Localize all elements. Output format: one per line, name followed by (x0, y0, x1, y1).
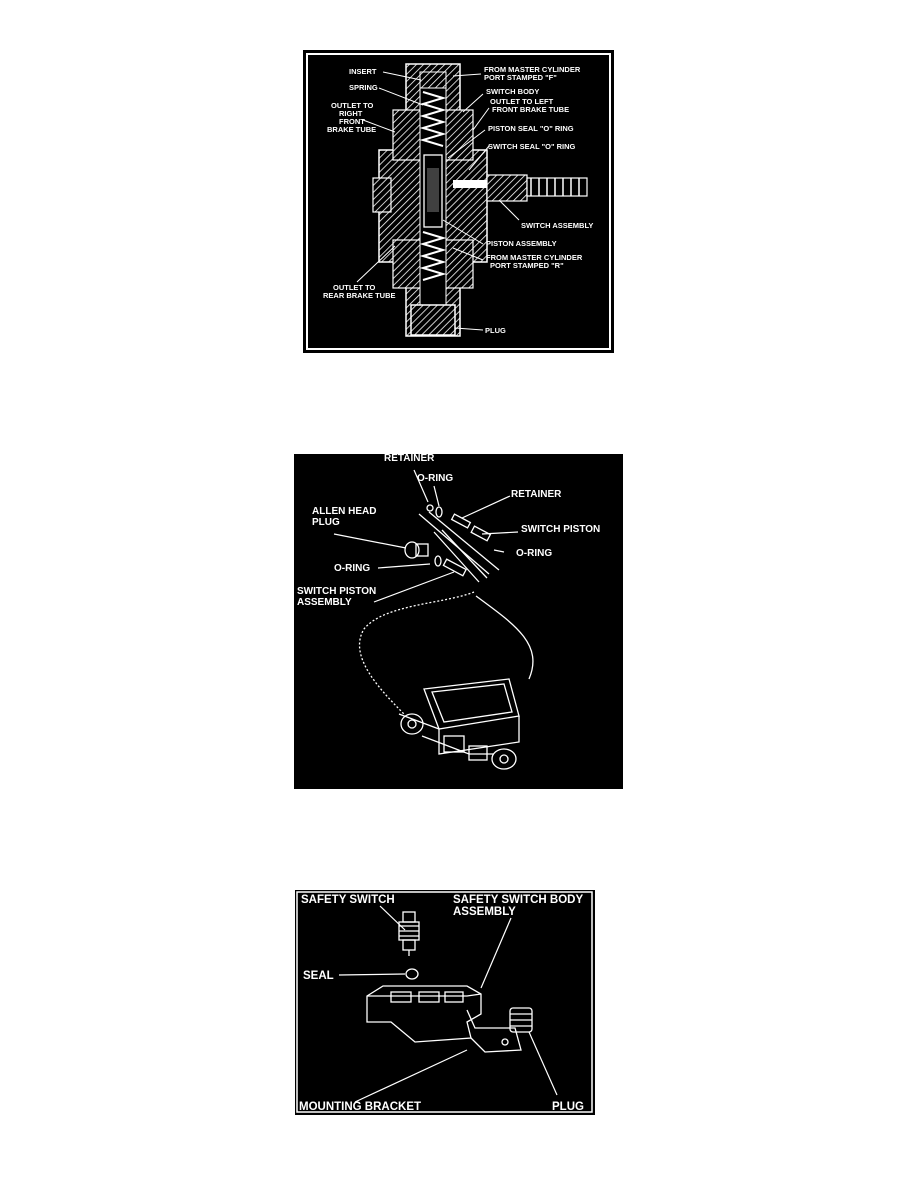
figure-2-leader-lines (334, 470, 518, 602)
label-switch-piston: SWITCH PISTON (521, 524, 601, 535)
label-retainer-top: RETAINER (384, 454, 435, 464)
label-spring: SPRING (349, 83, 378, 92)
label-switch-piston-assembly-2: ASSEMBLY (297, 597, 352, 608)
label-outlet-rear-2: REAR BRAKE TUBE (323, 291, 396, 300)
label-from-mc-f-2: PORT STAMPED "F" (484, 73, 557, 82)
label-plug: PLUG (485, 326, 506, 335)
label-from-mc-r-1: FROM MASTER CYLINDER (486, 253, 583, 262)
figure-1-svg (303, 50, 614, 353)
label-piston-assembly: PISTON ASSEMBLY (486, 239, 557, 248)
label-outlet-right-1: OUTLET TO (331, 101, 374, 110)
label-outlet-right-2: RIGHT (339, 109, 363, 118)
label-seal: SEAL (303, 970, 334, 982)
figure-3-svg (295, 890, 595, 1115)
label-outlet-right-3: FRONT (339, 117, 365, 126)
label-safety-switch: SAFETY SWITCH (301, 894, 395, 906)
label-switch-seal: SWITCH SEAL "O" RING (488, 142, 576, 151)
label-retainer-right: RETAINER (511, 489, 562, 500)
label-outlet-left-1: OUTLET TO LEFT (490, 97, 554, 106)
label-o-ring-left: O-RING (334, 563, 371, 574)
figure-2-svg (294, 454, 623, 789)
label-safety-switch-body-1: SAFETY SWITCH BODY (453, 894, 584, 906)
label-outlet-left-2: FRONT BRAKE TUBE (492, 105, 570, 114)
label-mounting-bracket: MOUNTING BRACKET (299, 1101, 422, 1113)
label-switch-body: SWITCH BODY (486, 87, 540, 96)
figure-2-master-cylinder-exploded (294, 454, 623, 789)
label-switch-piston-assembly-1: SWITCH PISTON (297, 586, 377, 597)
label-outlet-right-4: BRAKE TUBE (327, 125, 377, 134)
label-switch-assembly: SWITCH ASSEMBLY (521, 221, 594, 230)
label-o-ring-top: O-RING (417, 473, 454, 484)
label-allen-head-1: ALLEN HEAD (312, 506, 377, 517)
figure-3-safety-switch-body (295, 890, 595, 1115)
figure-3-parts (367, 912, 532, 1052)
label-plug-fig3: PLUG (552, 1101, 584, 1113)
label-allen-head-2: PLUG (312, 517, 340, 528)
figure-3-leader-lines (339, 906, 557, 1102)
label-o-ring-right: O-RING (516, 548, 553, 559)
figure-1-switch-cross-section (303, 50, 614, 353)
label-from-mc-r-2: PORT STAMPED "R" (490, 261, 564, 270)
label-piston-seal: PISTON SEAL "O" RING (488, 124, 574, 133)
label-insert: INSERT (349, 67, 377, 76)
label-safety-switch-body-2: ASSEMBLY (453, 906, 516, 918)
label-from-mc-f-1: FROM MASTER CYLINDER (484, 65, 581, 74)
label-outlet-rear-1: OUTLET TO (333, 283, 376, 292)
